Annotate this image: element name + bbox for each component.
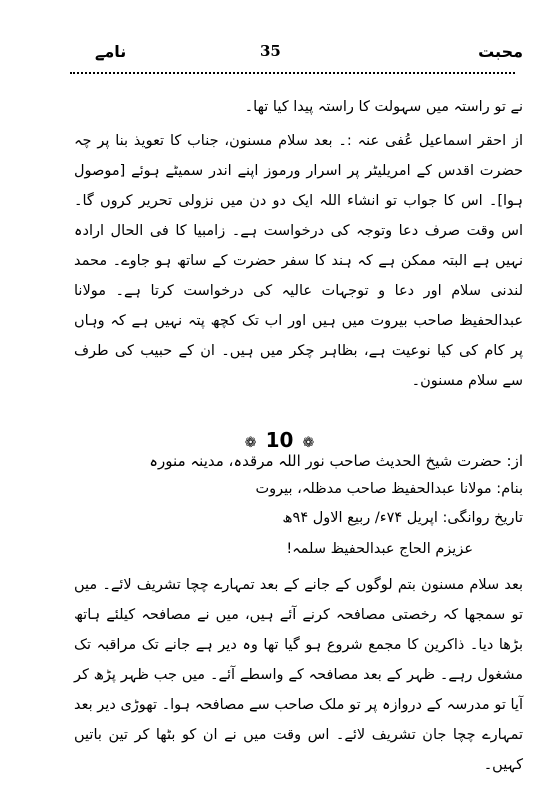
header-title-right: محبت — [478, 42, 523, 61]
header-dotted-rule — [70, 72, 515, 74]
letter-body: بعد سلام مسنون بتم لوگوں کے جانے کے بعد تمہارے چچا تشریف لائے۔ میں تو سمجھا کہ رخصتی مصافحہ کرنے آئے ہیں، میں نے مصافحہ کیلئے ہاتھ بڑھا دیا۔ ذاکرین کا مجمع شروع ہو گیا تھا وہ دیر ہے جانے تک مراقبہ تک مشغول رہے۔ ظہر کے بعد مصافحہ کے واسطے آئے۔ میں جب ظہر پڑھ کر آیا تو مدرسہ کے دروازہ پر تو ملک صاحب سے مصافحہ ہوا۔ تھوڑی دیر بعد تمہارے چچا جان تشریف لائے۔ اس وقت میں نے ان کو بٹھا کر تین باتیں کہیں۔ — [74, 577, 523, 773]
section-number: 10 — [265, 428, 294, 452]
paragraph-letter-ismail: از احقر اسماعیل عُفی عنہ :۔ بعد سلام مسنون، جناب کا تعویذ بنا پر چہ حضرت اقدس کے امریلیٹر پر اسرار ورموز اپنے اندر سمیٹے ہوئے [موصول ہوا]۔ اس کا جواب تو انشاء اللہ ایک دو دن میں نزولی تحریر کروں گا۔ اس وقت صرف دعا وتوجہ کی درخواست ہے۔ زامبیا کا فی الحال ارادہ نہیں ہے البتہ ممکن ہے کہ ہند کا سفر حضرت کے ساتھ ہو جاوے۔ محمد لندنی سلام اور دعا و توجہات عالیہ کی درخواست کرتا ہے۔ مولانا عبدالحفیظ صاحب بیروت میں ہیں اور اب تک کچھ پتہ نہیں ہے کہ وہاں پر کام کی کیا نوعیت ہے، بظاہر چکر میں ہیں۔ ان کے حبیب کی طرف سے سلام مسنون۔ — [74, 133, 523, 389]
page-number: 35 — [260, 42, 281, 60]
letter-date-line: تاریخ روانگی: اپریل ۷۴ء/ ربیع الاول ۹۴ھ — [282, 510, 523, 526]
letter-to-line: بنام: مولانا عبدالحفیظ صاحب مدظلہ، بیروت — [255, 481, 523, 497]
ornament-left-icon: ❁ — [244, 435, 257, 451]
section-heading — [0, 428, 559, 452]
ornament-right-icon: ❁ — [302, 435, 315, 451]
header-title-left: نامے — [95, 42, 127, 61]
paragraph-continuation: نے تو راستہ میں سہولت کا راستہ پیدا کیا تھا۔ — [244, 99, 523, 115]
letter-from-line: از: حضرت شیخ الحدیث صاحب نور اللہ مرقدہ، مدینہ منورہ — [149, 452, 523, 470]
letter-greeting: عزیزم الحاج عبدالحفیظ سلمہ! — [286, 541, 473, 557]
